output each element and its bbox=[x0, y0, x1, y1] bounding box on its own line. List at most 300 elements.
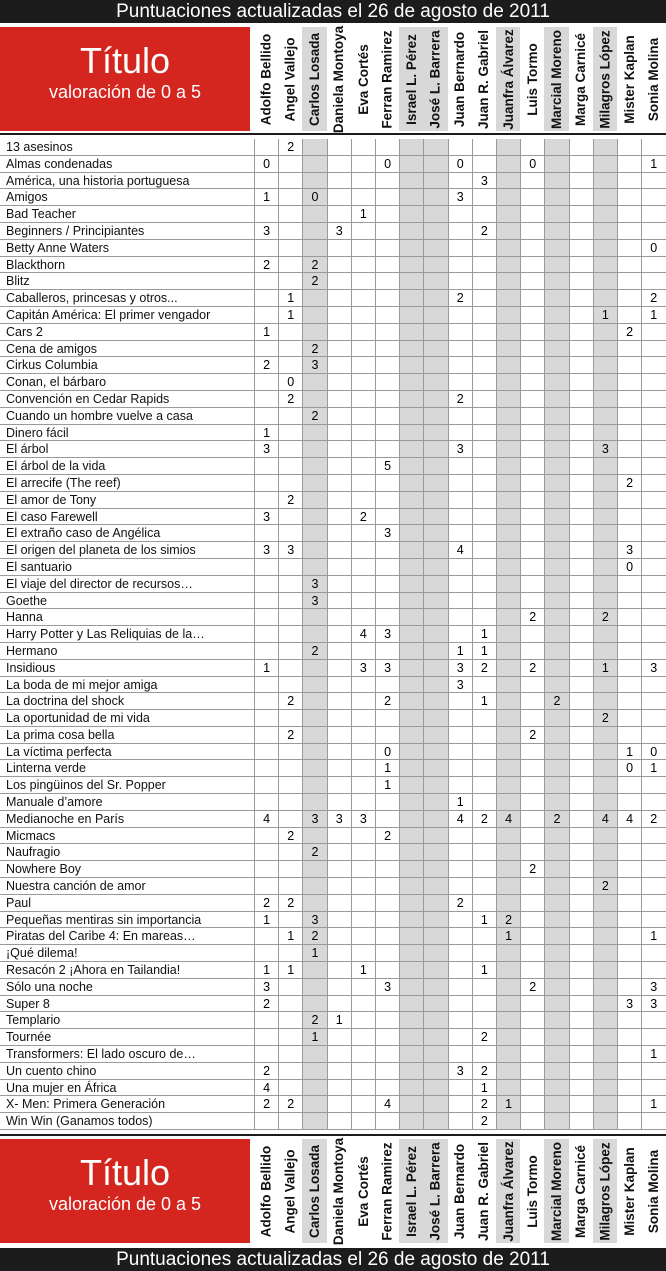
score-cell bbox=[641, 139, 665, 155]
score-cell: 2 bbox=[472, 1113, 496, 1129]
score-cell bbox=[569, 441, 593, 457]
score-cell bbox=[423, 223, 447, 239]
score-cell bbox=[641, 1012, 665, 1028]
score-cell bbox=[472, 139, 496, 155]
critic-name: Juan R. Gabriel bbox=[476, 29, 492, 129]
score-cell bbox=[569, 458, 593, 474]
critic-name: José L. Barrera bbox=[427, 1141, 443, 1241]
score-cell bbox=[351, 1096, 375, 1112]
critic-header bbox=[593, 27, 617, 131]
score-cell bbox=[520, 391, 544, 407]
score-cell bbox=[448, 777, 472, 793]
score-cell: 3 bbox=[351, 811, 375, 827]
score-cell bbox=[617, 156, 641, 172]
score-cell bbox=[278, 811, 302, 827]
score-cell: 1 bbox=[448, 794, 472, 810]
score-cell bbox=[375, 240, 399, 256]
score-cell: 2 bbox=[278, 492, 302, 508]
score-cell: 1 bbox=[351, 206, 375, 222]
score-cell bbox=[399, 895, 423, 911]
score-cell bbox=[496, 777, 520, 793]
score-cell bbox=[254, 458, 278, 474]
score-cell: 2 bbox=[302, 341, 326, 357]
score-cell bbox=[472, 609, 496, 625]
score-cell bbox=[496, 1046, 520, 1062]
movie-title: La doctrina del shock bbox=[6, 694, 125, 709]
score-cell bbox=[327, 912, 351, 928]
score-cell bbox=[278, 273, 302, 289]
score-cell bbox=[423, 559, 447, 575]
score-cell bbox=[327, 240, 351, 256]
score-cell: 1 bbox=[472, 626, 496, 642]
score-cell bbox=[448, 979, 472, 995]
score-cell bbox=[569, 844, 593, 860]
score-cell bbox=[569, 996, 593, 1012]
score-cell bbox=[254, 643, 278, 659]
score-cell bbox=[351, 828, 375, 844]
score-cell bbox=[351, 458, 375, 474]
score-cell bbox=[302, 391, 326, 407]
score-cell bbox=[351, 861, 375, 877]
score-cell bbox=[399, 777, 423, 793]
score-cell bbox=[617, 626, 641, 642]
score-cell bbox=[496, 189, 520, 205]
score-cell bbox=[254, 777, 278, 793]
score-cell: 2 bbox=[254, 1096, 278, 1112]
score-cell bbox=[520, 223, 544, 239]
critic-name: Eva Cortés bbox=[355, 43, 371, 115]
score-cell bbox=[302, 895, 326, 911]
score-cell bbox=[351, 878, 375, 894]
score-cell bbox=[399, 173, 423, 189]
score-cell bbox=[254, 760, 278, 776]
score-cell: 3 bbox=[254, 509, 278, 525]
movie-row bbox=[0, 1063, 666, 1080]
score-cell bbox=[423, 996, 447, 1012]
score-cell bbox=[423, 525, 447, 541]
score-cell bbox=[472, 794, 496, 810]
score-cell bbox=[544, 828, 568, 844]
movie-title: Cena de amigos bbox=[6, 341, 98, 356]
movie-title: Resacón 2 ¡Ahora en Tailandia! bbox=[6, 963, 181, 978]
score-cell bbox=[472, 189, 496, 205]
score-cell bbox=[351, 643, 375, 659]
score-cell bbox=[399, 391, 423, 407]
score-cell bbox=[617, 357, 641, 373]
score-cell bbox=[593, 744, 617, 760]
score-cell bbox=[593, 861, 617, 877]
score-cell bbox=[472, 290, 496, 306]
score-cell: 3 bbox=[327, 811, 351, 827]
movie-row bbox=[0, 273, 666, 290]
movie-row bbox=[0, 139, 666, 156]
score-cell bbox=[375, 290, 399, 306]
score-cell: 2 bbox=[617, 324, 641, 340]
score-cell bbox=[569, 1080, 593, 1096]
score-cell bbox=[254, 525, 278, 541]
movie-title: Amigos bbox=[6, 190, 48, 205]
score-cell bbox=[641, 1080, 665, 1096]
score-cell bbox=[399, 979, 423, 995]
score-cell bbox=[423, 290, 447, 306]
score-cell bbox=[399, 307, 423, 323]
score-cell bbox=[278, 744, 302, 760]
score-cell bbox=[375, 962, 399, 978]
score-cell: 2 bbox=[641, 811, 665, 827]
score-cell bbox=[496, 626, 520, 642]
critic-header-bottom bbox=[375, 1139, 399, 1243]
movie-title: Betty Anne Waters bbox=[6, 240, 110, 255]
score-cell bbox=[399, 374, 423, 390]
movie-title: Insidious bbox=[6, 660, 56, 675]
movie-title: Linterna verde bbox=[6, 761, 86, 776]
score-cell: 2 bbox=[617, 475, 641, 491]
score-cell bbox=[496, 710, 520, 726]
score-cell bbox=[569, 223, 593, 239]
score-cell bbox=[399, 945, 423, 961]
score-cell bbox=[448, 945, 472, 961]
score-cell bbox=[423, 1080, 447, 1096]
score-cell bbox=[472, 777, 496, 793]
score-cell bbox=[520, 760, 544, 776]
score-cell bbox=[254, 290, 278, 306]
score-cell bbox=[520, 744, 544, 760]
score-cell bbox=[351, 156, 375, 172]
score-cell bbox=[302, 156, 326, 172]
critic-name: Juanfra Álvarez bbox=[500, 1140, 516, 1242]
score-cell bbox=[617, 139, 641, 155]
score-cell bbox=[593, 996, 617, 1012]
score-cell bbox=[423, 912, 447, 928]
score-cell bbox=[423, 727, 447, 743]
critic-name: Luis Tormo bbox=[524, 1154, 540, 1228]
score-cell: 1 bbox=[254, 660, 278, 676]
score-cell bbox=[448, 525, 472, 541]
score-cell bbox=[520, 643, 544, 659]
movie-row bbox=[0, 861, 666, 878]
score-cell bbox=[593, 895, 617, 911]
score-cell bbox=[617, 677, 641, 693]
score-cell bbox=[399, 794, 423, 810]
score-cell: 3 bbox=[472, 173, 496, 189]
score-cell bbox=[569, 928, 593, 944]
score-cell bbox=[399, 962, 423, 978]
movie-row bbox=[0, 425, 666, 442]
score-cell bbox=[569, 609, 593, 625]
critic-header bbox=[399, 27, 423, 131]
score-cell bbox=[351, 307, 375, 323]
score-cell bbox=[254, 693, 278, 709]
movie-row bbox=[0, 1046, 666, 1063]
score-cell bbox=[472, 206, 496, 222]
score-cell bbox=[448, 341, 472, 357]
movie-row bbox=[0, 542, 666, 559]
score-cell: 0 bbox=[617, 760, 641, 776]
score-cell bbox=[641, 525, 665, 541]
score-cell bbox=[448, 1046, 472, 1062]
score-cell bbox=[327, 878, 351, 894]
score-cell bbox=[448, 475, 472, 491]
score-cell bbox=[617, 660, 641, 676]
movie-title: La víctima perfecta bbox=[6, 744, 112, 759]
score-cell bbox=[375, 542, 399, 558]
score-cell bbox=[520, 677, 544, 693]
score-cell bbox=[351, 1063, 375, 1079]
critic-name: Marga Carnicé bbox=[573, 32, 589, 126]
movie-row bbox=[0, 1113, 666, 1130]
score-cell bbox=[423, 828, 447, 844]
critic-name: Israel L. Pérez bbox=[403, 33, 419, 125]
score-cell bbox=[327, 559, 351, 575]
score-cell bbox=[472, 391, 496, 407]
score-cell bbox=[520, 425, 544, 441]
movie-row bbox=[0, 290, 666, 307]
score-cell bbox=[302, 1046, 326, 1062]
score-cell bbox=[351, 223, 375, 239]
score-cell bbox=[278, 609, 302, 625]
movie-title: Cirkus Columbia bbox=[6, 358, 98, 373]
critic-name: Mister Kaplan bbox=[621, 34, 637, 124]
score-cell bbox=[520, 996, 544, 1012]
movie-title: Templario bbox=[6, 1013, 61, 1028]
score-cell bbox=[278, 1063, 302, 1079]
score-cell bbox=[375, 576, 399, 592]
score-cell bbox=[399, 996, 423, 1012]
score-cell: 5 bbox=[375, 458, 399, 474]
score-cell bbox=[254, 576, 278, 592]
movie-row bbox=[0, 693, 666, 710]
score-cell bbox=[520, 1012, 544, 1028]
score-cell bbox=[327, 794, 351, 810]
score-cell bbox=[593, 828, 617, 844]
score-cell bbox=[496, 727, 520, 743]
score-cell bbox=[278, 1012, 302, 1028]
critic-name: Angel Vallejo bbox=[282, 1148, 298, 1234]
score-cell bbox=[351, 727, 375, 743]
score-cell bbox=[399, 677, 423, 693]
score-cell bbox=[302, 626, 326, 642]
score-cell bbox=[641, 626, 665, 642]
score-cell bbox=[496, 878, 520, 894]
score-cell bbox=[399, 727, 423, 743]
score-cell bbox=[351, 945, 375, 961]
score-cell bbox=[351, 794, 375, 810]
score-cell bbox=[520, 357, 544, 373]
score-cell bbox=[569, 173, 593, 189]
score-cell bbox=[641, 425, 665, 441]
score-cell bbox=[617, 1029, 641, 1045]
score-cell bbox=[448, 559, 472, 575]
score-cell bbox=[641, 878, 665, 894]
movie-title: Micmacs bbox=[6, 828, 56, 843]
score-cell bbox=[327, 441, 351, 457]
score-cell bbox=[254, 1113, 278, 1129]
score-cell bbox=[375, 1063, 399, 1079]
critic-name: Sonia Molina bbox=[645, 37, 661, 121]
movie-row bbox=[0, 760, 666, 777]
score-cell bbox=[544, 677, 568, 693]
score-cell bbox=[423, 1113, 447, 1129]
score-cell bbox=[327, 643, 351, 659]
score-cell bbox=[496, 542, 520, 558]
title-bottom: Título bbox=[79, 1152, 171, 1193]
score-cell bbox=[375, 727, 399, 743]
score-cell bbox=[278, 475, 302, 491]
title-box bbox=[0, 27, 250, 131]
score-cell bbox=[496, 273, 520, 289]
movie-title: Paul bbox=[6, 895, 32, 910]
score-cell bbox=[520, 1113, 544, 1129]
score-cell bbox=[544, 189, 568, 205]
score-cell bbox=[351, 189, 375, 205]
score-cell bbox=[254, 710, 278, 726]
score-cell: 0 bbox=[641, 744, 665, 760]
score-cell bbox=[448, 408, 472, 424]
movie-title: Win Win (Ganamos todos) bbox=[6, 1114, 153, 1129]
critic-header-bottom bbox=[448, 1139, 472, 1243]
score-cell bbox=[641, 962, 665, 978]
movie-title: ¡Qué dilema! bbox=[6, 946, 78, 961]
score-cell bbox=[496, 1063, 520, 1079]
movie-row bbox=[0, 173, 666, 190]
score-cell bbox=[569, 626, 593, 642]
score-cell bbox=[569, 660, 593, 676]
critic-name: Carlos Losada bbox=[306, 32, 322, 126]
score-cell bbox=[569, 777, 593, 793]
score-cell bbox=[327, 979, 351, 995]
score-cell bbox=[399, 559, 423, 575]
score-cell bbox=[520, 1096, 544, 1112]
score-cell bbox=[375, 945, 399, 961]
bottom-banner: Puntuaciones actualizadas el 26 de agosto de 2011 bbox=[0, 1248, 666, 1271]
score-cell bbox=[278, 626, 302, 642]
score-cell bbox=[399, 1029, 423, 1045]
score-cell bbox=[254, 744, 278, 760]
score-cell bbox=[302, 542, 326, 558]
score-cell bbox=[617, 844, 641, 860]
score-cell: 2 bbox=[278, 391, 302, 407]
score-cell bbox=[617, 189, 641, 205]
score-cell bbox=[496, 458, 520, 474]
score-cell bbox=[520, 928, 544, 944]
score-cell bbox=[520, 777, 544, 793]
score-cell bbox=[593, 979, 617, 995]
score-cell bbox=[544, 391, 568, 407]
critic-header bbox=[544, 27, 568, 131]
score-cell bbox=[423, 928, 447, 944]
critic-name: Sonia Molina bbox=[645, 1149, 661, 1233]
movie-row bbox=[0, 576, 666, 593]
movie-title: El origen del planeta de los simios bbox=[6, 543, 196, 558]
score-cell bbox=[351, 542, 375, 558]
score-cell bbox=[520, 307, 544, 323]
score-cell bbox=[544, 559, 568, 575]
score-cell bbox=[423, 509, 447, 525]
score-cell bbox=[593, 139, 617, 155]
score-cell bbox=[278, 458, 302, 474]
score-cell bbox=[375, 206, 399, 222]
score-cell bbox=[569, 156, 593, 172]
movie-title: El árbol de la vida bbox=[6, 459, 106, 474]
score-cell bbox=[351, 290, 375, 306]
score-cell bbox=[496, 139, 520, 155]
score-cell: 1 bbox=[302, 1029, 326, 1045]
movie-row bbox=[0, 626, 666, 643]
movie-title: Caballeros, princesas y otros... bbox=[6, 291, 178, 306]
score-cell bbox=[375, 609, 399, 625]
critic-header-bottom bbox=[496, 1139, 520, 1243]
score-cell bbox=[617, 777, 641, 793]
score-cell bbox=[496, 576, 520, 592]
score-cell bbox=[302, 475, 326, 491]
score-cell: 4 bbox=[375, 1096, 399, 1112]
score-cell: 2 bbox=[472, 811, 496, 827]
score-cell bbox=[544, 425, 568, 441]
score-cell: 1 bbox=[254, 324, 278, 340]
movie-title: Almas condenadas bbox=[6, 156, 113, 171]
score-cell bbox=[327, 156, 351, 172]
score-cell bbox=[544, 844, 568, 860]
score-cell bbox=[448, 760, 472, 776]
score-cell bbox=[593, 912, 617, 928]
score-cell bbox=[641, 341, 665, 357]
score-cell bbox=[448, 206, 472, 222]
score-cell: 2 bbox=[544, 811, 568, 827]
score-cell bbox=[520, 1046, 544, 1062]
score-cell bbox=[278, 357, 302, 373]
score-cell: 3 bbox=[617, 542, 641, 558]
score-cell bbox=[423, 257, 447, 273]
score-cell bbox=[593, 341, 617, 357]
movie-row bbox=[0, 928, 666, 945]
score-cell: 3 bbox=[375, 660, 399, 676]
score-cell bbox=[496, 290, 520, 306]
score-cell bbox=[375, 492, 399, 508]
score-cell: 2 bbox=[278, 693, 302, 709]
critic-header-bottom bbox=[593, 1139, 617, 1243]
score-cell bbox=[496, 257, 520, 273]
score-cell bbox=[569, 357, 593, 373]
score-cell bbox=[399, 290, 423, 306]
score-cell bbox=[617, 1012, 641, 1028]
movie-title: Blackthorn bbox=[6, 257, 66, 272]
score-cell bbox=[302, 609, 326, 625]
score-cell: 3 bbox=[254, 441, 278, 457]
critic-header-bottom bbox=[423, 1139, 447, 1243]
score-cell bbox=[448, 912, 472, 928]
score-cell bbox=[496, 1113, 520, 1129]
movie-title: 13 asesinos bbox=[6, 140, 73, 154]
score-cell: 2 bbox=[278, 1096, 302, 1112]
score-cell bbox=[302, 223, 326, 239]
movie-title: Una mujer en África bbox=[6, 1080, 117, 1095]
score-cell bbox=[351, 996, 375, 1012]
movie-title: Cars 2 bbox=[6, 324, 43, 339]
movie-title: Harry Potter y Las Reliquias de la… bbox=[6, 627, 205, 642]
score-cell bbox=[544, 878, 568, 894]
movie-row bbox=[0, 492, 666, 509]
score-cell bbox=[520, 240, 544, 256]
score-cell bbox=[641, 173, 665, 189]
score-cell bbox=[327, 307, 351, 323]
movie-title: América, una historia portuguesa bbox=[6, 173, 190, 188]
critic-name: Juan Bernardo bbox=[452, 1143, 468, 1239]
score-cell: 0 bbox=[617, 559, 641, 575]
score-cell bbox=[617, 962, 641, 978]
score-cell bbox=[423, 156, 447, 172]
score-cell bbox=[399, 223, 423, 239]
movie-row bbox=[0, 744, 666, 761]
